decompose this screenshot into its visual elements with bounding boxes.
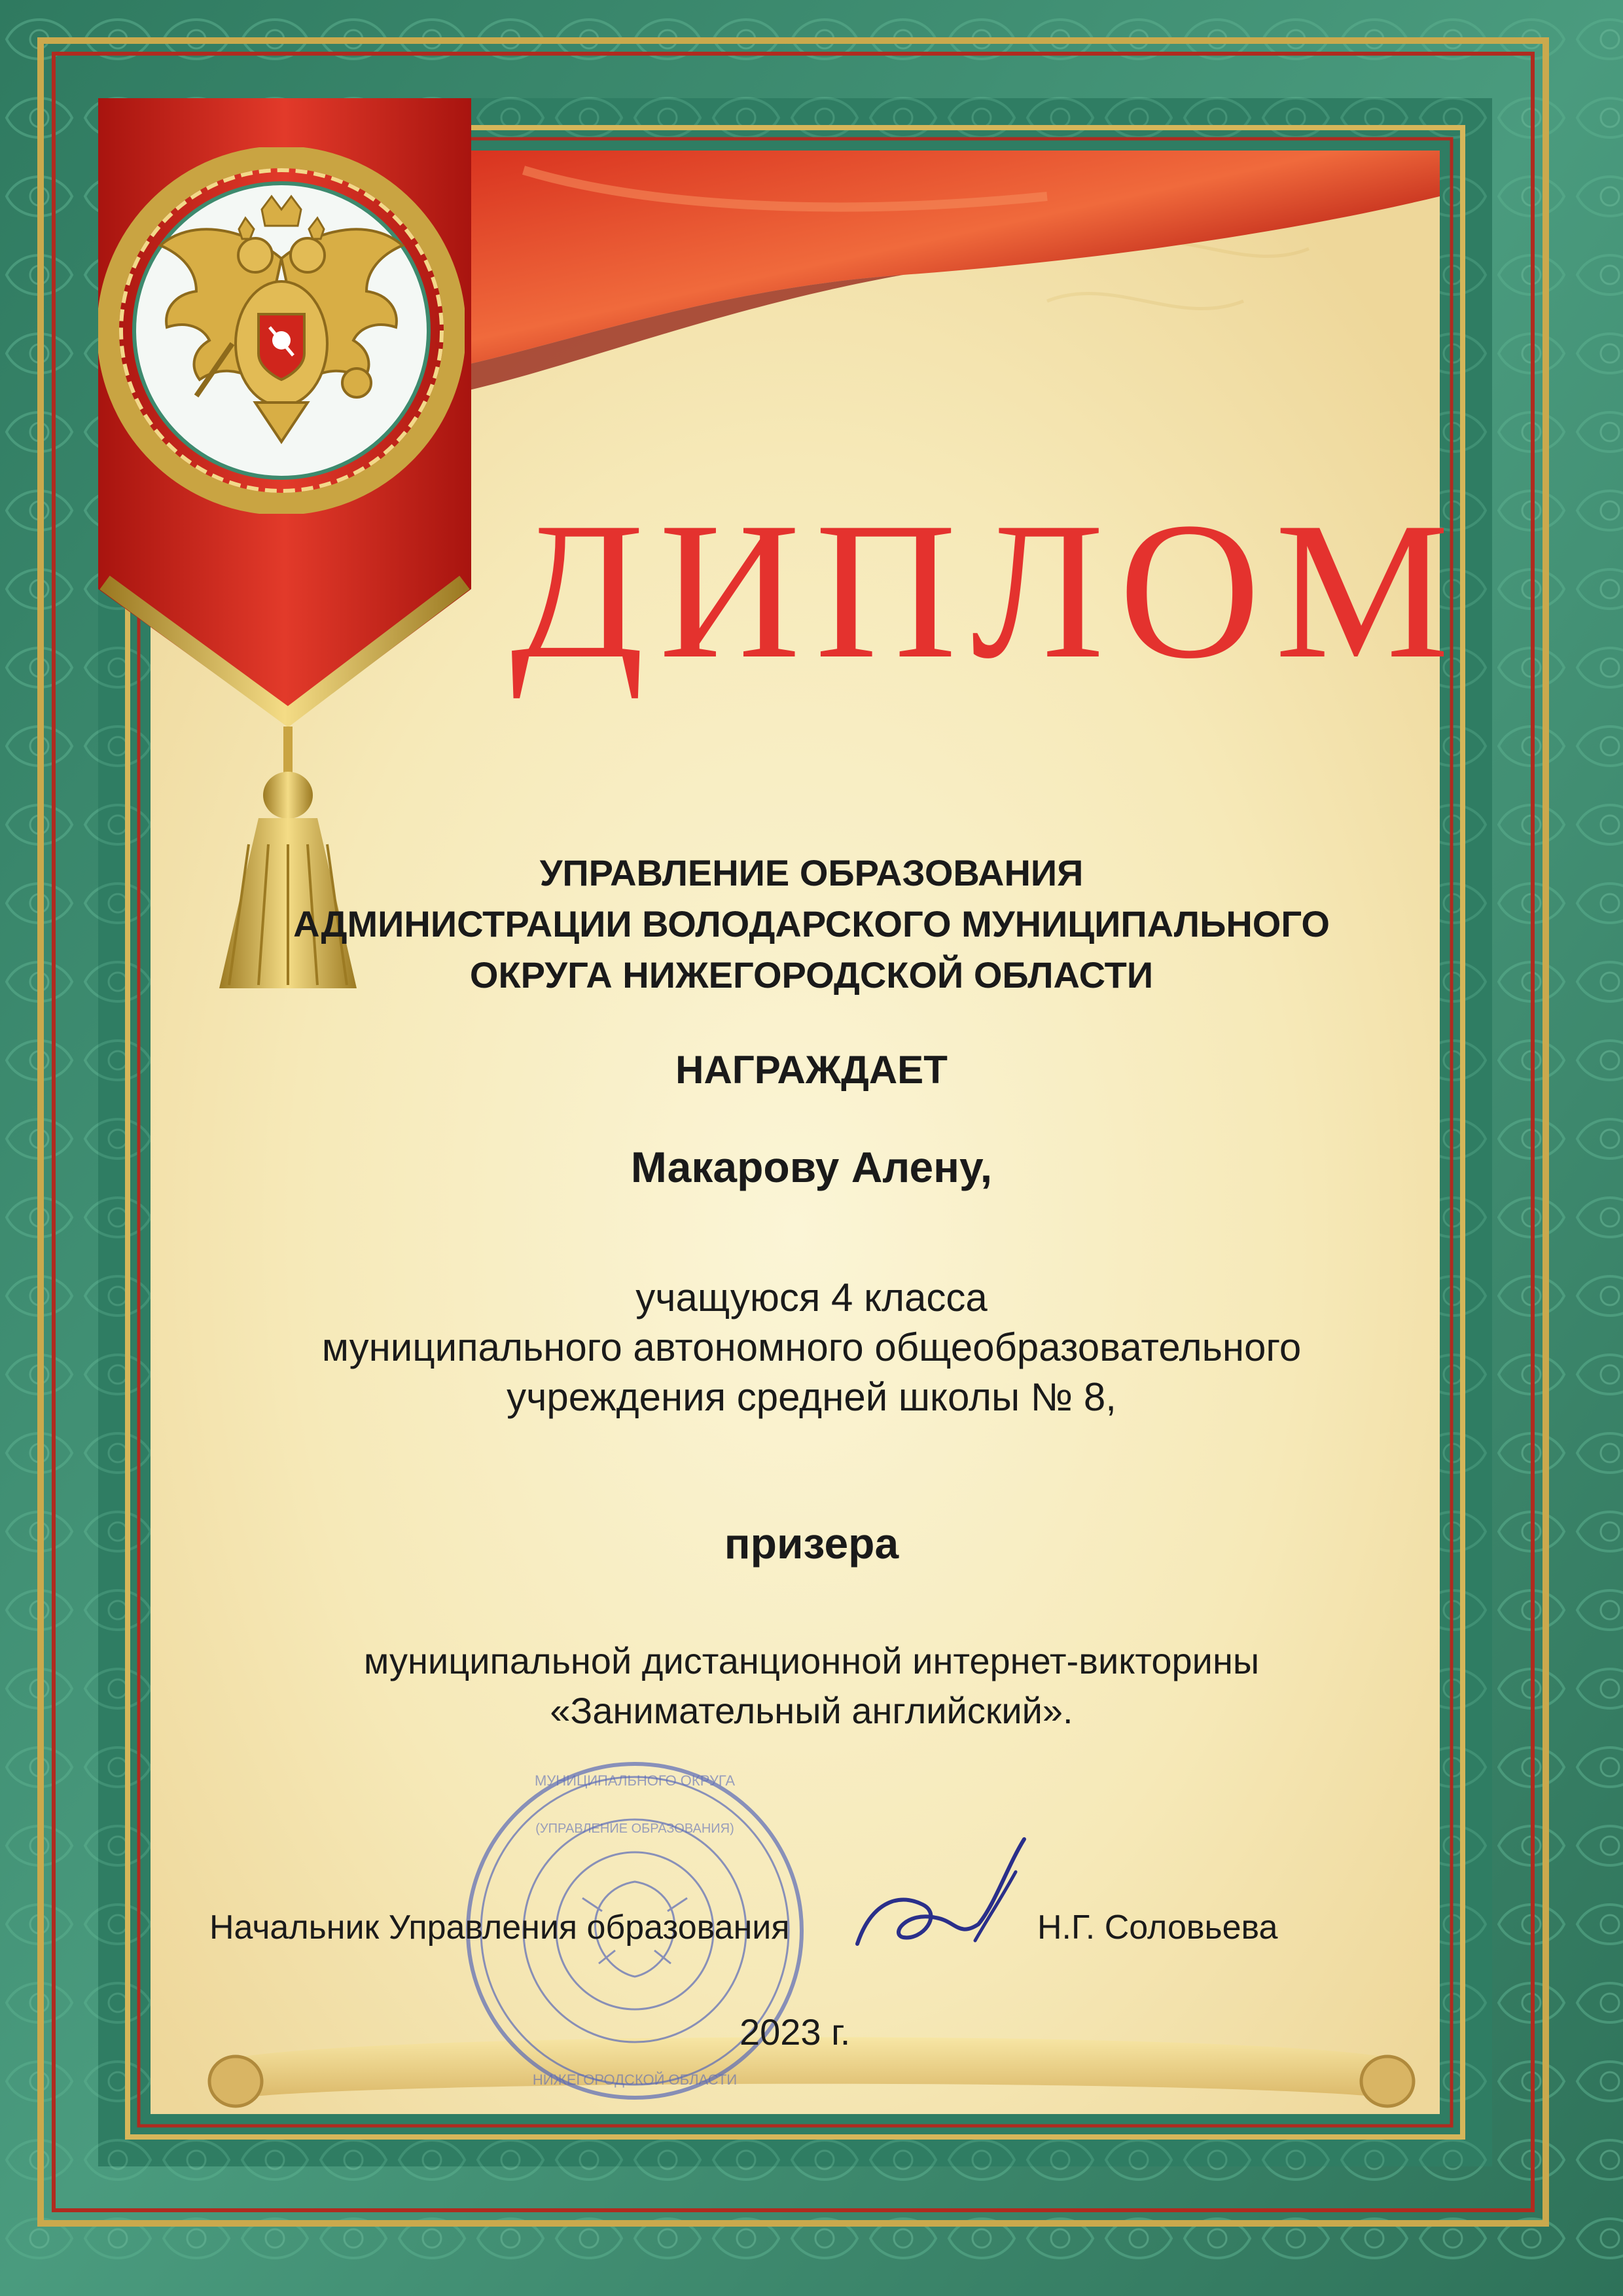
signer-position: Начальник Управления образования (209, 1909, 790, 1946)
diploma-title: ДИПЛОМ (510, 482, 1464, 699)
organization-line: УПРАВЛЕНИЕ ОБРАЗОВАНИЯ (539, 852, 1084, 893)
issue-year: 2023 г. (740, 2011, 851, 2053)
organization-line: АДМИНИСТРАЦИИ ВОЛОДАРСКОГО МУНИЦИПАЛЬНОГО (293, 903, 1330, 944)
issuing-organization (0, 848, 1623, 1001)
student-info-line: учреждения средней школы № 8, (507, 1375, 1116, 1419)
award-rank: призера (724, 1519, 899, 1568)
svg-text:(УПРАВЛЕНИЕ ОБРАЗОВАНИЯ): (УПРАВЛЕНИЕ ОБРАЗОВАНИЯ) (535, 1821, 734, 1836)
russian-coat-of-arms-icon (98, 147, 465, 514)
signature (844, 1826, 1034, 1977)
competition-line: «Занимательный английский». (550, 1690, 1073, 1731)
student-info (0, 1273, 1623, 1422)
recipient-name: Макарову Алену, (630, 1143, 993, 1191)
awards-verb: НАГРАЖДАЕТ (675, 1048, 948, 1092)
student-info-line: муниципального автономного общеобразовательного (321, 1325, 1302, 1369)
competition-line: муниципальной дистанционной интернет-викторины (363, 1640, 1260, 1681)
svg-text:МУНИЦИПАЛЬНОГО ОКРУГА: МУНИЦИПАЛЬНОГО ОКРУГА (534, 1772, 736, 1789)
svg-text:НИЖЕГОРОДСКОЙ ОБЛАСТИ: НИЖЕГОРОДСКОЙ ОБЛАСТИ (532, 2072, 738, 2088)
organization-line: ОКРУГА НИЖЕГОРОДСКОЙ ОБЛАСТИ (469, 954, 1154, 996)
signer-name: Н.Г. Соловьева (1037, 1909, 1278, 1946)
student-info-line: учащуюся 4 класса (635, 1276, 988, 1319)
competition-name (0, 1636, 1623, 1736)
